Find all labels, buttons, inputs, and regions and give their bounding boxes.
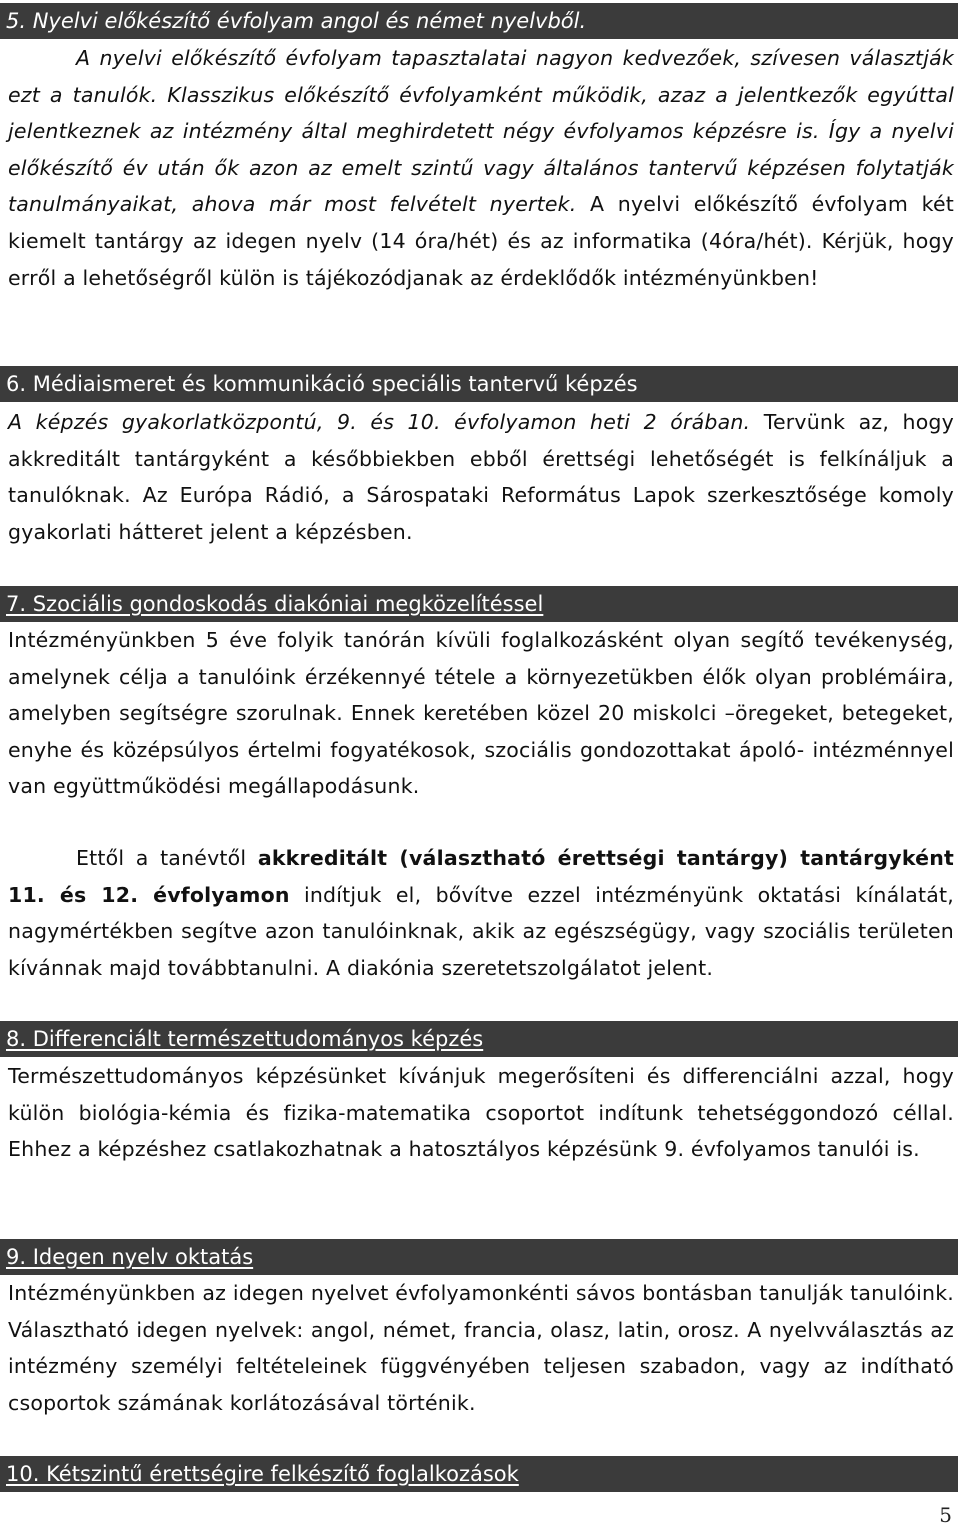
section-7-paragraph-1: Intézményünkben 5 éve folyik tanórán kívüli foglalkozásként olyan segítő tevékenység, amelynek célja a tanulóink érzékennyé tétele a környezetükben élők olyan problémáira, amelyben segítségre szorulnak. Ennek keretében közel 20 miskolci –öregeket, betegeket, enyhe és középsúlyos értelmi fogyatékosok, szociális gondozottakat ápoló- intézménnyel van együttműködési megállapodásunk. (8, 628, 954, 799)
section-7-heading (0, 586, 958, 622)
section-10-heading (0, 1456, 958, 1492)
section-9-heading (0, 1239, 958, 1275)
section-5-normal-text: A nyelvi előkészítő évfolyam két kiemelt tantárgy az idegen nyelv (14 óra/hét) és az informatika (4óra/hét). Kérjük, hogy erről a lehetőségről külön is tájékozódjanak az érdeklődők intézményünkben! (8, 192, 954, 290)
section-6-paragraph (8, 404, 954, 550)
page-number: 5 (939, 1503, 952, 1527)
section-6-heading-text: 6. Médiaismeret és kommunikáció speciális tantervű képzés (6, 372, 638, 396)
section-8-heading-text: 8. Differenciált természettudományos képzés (6, 1027, 484, 1051)
section-5-heading-text: 5. Nyelvi előkészítő évfolyam angol és német nyelvből. (6, 9, 587, 33)
section-7-paragraph-2 (8, 840, 954, 986)
section-8-paragraph: Természettudományos képzésünket kívánjuk megerősíteni és differenciálni azzal, hogy külön biológia-kémia és fizika-matematika csoportot indítunk tehetséggondozó céllal. Ehhez a képzéshez csatlakozhatnak a hatosztályos képzésünk 9. évfolyamos tanulói is. (8, 1064, 954, 1162)
section-7-p2-bold: akkreditált (választható érettségi tantárgy) tantárgyként 11. és 12. évfolyamon (8, 846, 955, 907)
section-10-heading-text: 10. Kétszintű érettségire felkészítő foglalkozások (6, 1462, 519, 1486)
section-7-p2-intro: Ettől a tanévtől (76, 846, 258, 870)
section-5-paragraph (8, 40, 954, 296)
section-9-paragraph: Intézményünkben az idegen nyelvet évfolyamonkénti sávos bontásban tanulják tanulóink. Választható idegen nyelvek: angol, német, francia, olasz, latin, orosz. A nyelvválasztás az intézmény személyi feltételeinek függvényében teljesen szabadon, vagy az indítható csoportok számának korlátozásával történik. (8, 1281, 954, 1415)
section-5-italic-text: A nyelvi előkészítő évfolyam tapasztalatai nagyon kedvezőek, szívesen választják ezt a tanulók. Klasszikus előkészítő évfolyamként működik, azaz a jelentkezők egyúttal jelentkeznek az intézmény által meghirdetett négy évfolyamos képzésre is. Így a nyelvi előkészítő év után ők azon az emelt szintű vagy általános tantervű képzésen folytatják tanulmányaikat, ahova már most felvételt nyertek. (8, 46, 954, 217)
section-8-heading (0, 1021, 958, 1057)
section-6-normal-text: Tervünk az, hogy akkreditált tantárgyként a későbbiekben ebből érettségi lehetőségét is felkínáljuk a tanulóknak. Az Európa Rádió, a Sárospataki Református Lapok szerkesztősége komoly gyakorlati hátteret jelent a képzésben. (8, 410, 954, 544)
section-7-p2-rest: indítjuk el, bővítve ezzel intézményünk oktatási kínálatát, nagymértékben segítve azon tanulóinknak, akik az egészségügy, vagy szociális területen kívánnak majd továbbtanulni. A diakónia szeretetszolgálatot jelent. (8, 882, 954, 980)
section-9-heading-text: 9. Idegen nyelv oktatás (6, 1245, 254, 1269)
section-6-italic-text: A képzés gyakorlatközpontú, 9. és 10. évfolyamon heti 2 órában. (8, 410, 751, 434)
section-6-heading (0, 366, 958, 402)
section-7-heading-text: 7. Szociális gondoskodás diakóniai megközelítéssel (6, 592, 544, 616)
section-5-heading (0, 3, 958, 39)
